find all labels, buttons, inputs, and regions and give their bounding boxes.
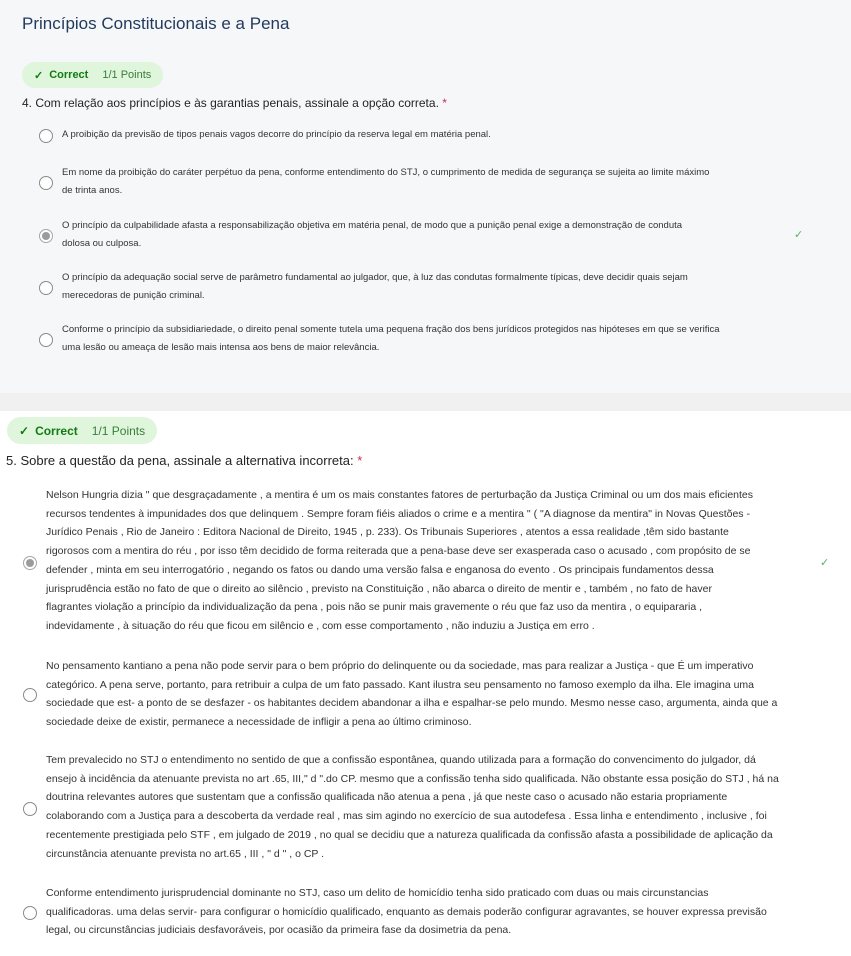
- option-text-line: de trinta anos.: [62, 185, 123, 196]
- option-text-line: Jurídico Penais , Rio de Janeiro : Editora Nacional de Direito, 1945 , p. 233). Os Tribunais Superiores , atentos a essa realidade ,têm sido bastante: [46, 526, 729, 539]
- required-mark: *: [357, 453, 363, 468]
- radio-button[interactable]: [39, 176, 53, 190]
- badge-points: 1/1 Points: [102, 69, 152, 81]
- correct-badge: [22, 62, 163, 88]
- option-a[interactable]: [0, 126, 851, 148]
- option-text-line: sociedade que est- a ponto de se desfazer - os habitantes decidem abandonar a ilha e espalhar-se pelo mundo. Mesmo nesse caso, argumenta, ainda que a: [46, 697, 778, 710]
- option-d[interactable]: [0, 884, 851, 944]
- option-text-line: ensejo à incidência da atenuante prevista no art .65, III," d ".do CP. mesmo que a confissão tenha sido qualificada. Não obstante essa posição do STJ , há na: [46, 772, 779, 785]
- option-text-line: merecedoras de punição criminal.: [62, 290, 205, 301]
- radio-button-selected[interactable]: [23, 556, 37, 570]
- option-text-line: recentemente prestigiada pelo STF , em julgado de 2019 , no qual se decidiu que a natureza qualificada da confissão afasta a possibilidade de aplicação da: [46, 828, 773, 841]
- option-text-line: jurisprudência estão no fato de que o direito ao silêncio , previsto na Constituição , não abarca o direito de mentir e , também , no fato de haver: [46, 582, 712, 595]
- question-text: [22, 96, 447, 110]
- badge-status: Correct: [35, 423, 78, 438]
- option-a[interactable]: [0, 486, 851, 641]
- option-text-line: dolosa ou culposa.: [62, 238, 142, 249]
- question-prompt: 4. Com relação aos princípios e às garantias penais, assinale a opção correta.: [22, 96, 439, 110]
- option-text-line: indevidamente , à situação do réu que ficou em silêncio e , com esse comportamento , não induziu a Justiça em erro .: [46, 619, 595, 632]
- option-text-line: A proibição da previsão de tipos penais vagos decorre do princípio da reserva legal em matéria penal.: [62, 129, 491, 140]
- option-text-line: Nelson Hungria dizia " que desgraçadamente , a mentira é um os mais constantes fatores de perturbação da Justiça Criminal ou um dos mais eficientes: [46, 489, 754, 501]
- option-text-line: colaborando com a Justiça para a descoberta da verdade real , mas sim agindo no exercício de sua autodefesa . Essa linha e entendimento , inclusive , foi: [46, 810, 767, 823]
- option-c[interactable]: [0, 751, 851, 866]
- option-c[interactable]: [0, 217, 851, 255]
- option-text-line: Tem prevalecido no STJ o entendimento no sentido de que a confissão espontânea, quando utilizada para a formação do convencimento do julgador, dá: [46, 754, 756, 766]
- check-icon: ✓: [34, 69, 44, 82]
- correct-badge: [7, 417, 157, 444]
- option-text-line: categórico. A pena serve, portanto, para retribuir a culpa de um fato passado. Kant ilustra seu pensamento no famoso exemplo da ilha. Ele imagina uma: [46, 678, 755, 691]
- option-e[interactable]: [0, 321, 851, 359]
- option-b[interactable]: [0, 657, 851, 735]
- correct-check-icon: ✓: [820, 557, 830, 569]
- option-text-line: rigorosos com a mentira do réu , por isso têm decidido de forma reiterada que a pena-base deve ser exasperada caso o acusado , com propósito de se: [46, 545, 751, 558]
- option-text-line: legal, ou circunstâncias judiciais desfavoráveis, por ocasião da primeira fase da dosimetria da pena.: [46, 924, 512, 937]
- option-d[interactable]: [0, 269, 851, 307]
- option-text-line: recursos tendentes à impunidades dos que delinquem . Sempre foram fiéis aliados o crime e a mentira " ( "A diagnose da mentira" in Novas Questões -: [46, 507, 750, 520]
- option-text-line: O princípio da adequação social serve de parâmetro fundamental ao julgador, que, à luz das condutas formalmente típicas, deve decidir quais sejam: [62, 272, 688, 283]
- option-text-line: defender , minta em seu interrogatório , negando os fatos ou dando uma versão falsa e enganosa do evento . Os principais fundamentos dessa: [46, 563, 714, 576]
- option-text-line: qualificadoras. uma delas servir- para configurar o homicídio qualificado, enquanto as demais poderão configurar agravantes, se houver expressa previsão: [46, 905, 767, 918]
- option-b[interactable]: [0, 164, 851, 202]
- option-text-line: No pensamento kantiano a pena não pode servir para o bem próprio do delinquente ou da sociedade, mas para realizar a Justiça - que É um imperativo: [46, 660, 754, 672]
- option-text-line: Conforme o princípio da subsidiariedade, o direito penal somente tutela uma pequena fração dos bens jurídicos protegidos nas hipóteses em que se verifica: [62, 324, 720, 335]
- radio-button[interactable]: [23, 802, 37, 816]
- option-text-line: circunstância atenuante prevista no art.65 , III , " d " , o CP .: [46, 847, 325, 860]
- badge-points: 1/1 Points: [91, 423, 146, 438]
- radio-button-selected[interactable]: [39, 229, 53, 243]
- option-text-line: O princípio da culpabilidade afasta a responsabilização objetiva em matéria penal, de modo que a punição penal exige a demonstração de conduta: [62, 220, 683, 231]
- radio-button[interactable]: [39, 281, 53, 295]
- option-text-line: flagrantes violação a princípio da individualização da pena , pois não se punir mais gravemente o réu que faz uso da mentira , o equipararia ,: [46, 601, 703, 614]
- option-text-line: sociedade deixe de existir, permanece a necessidade de infligir a pena ao último criminoso.: [46, 716, 472, 729]
- option-text-line: Conforme entendimento jurisprudencial dominante no STJ, caso um delito de homicídio tenha sido praticado com duas ou mais circunstancias: [46, 887, 709, 899]
- badge-status: Correct: [49, 69, 89, 81]
- radio-button[interactable]: [39, 333, 53, 347]
- question-prompt: 5. Sobre a questão da pena, assinale a alternativa incorreta:: [6, 453, 354, 468]
- check-icon: ✓: [19, 423, 30, 438]
- option-text-line: doutrina relevantes autores que sustentam que a confissão qualificada não atenua a pena , já que neste caso o acusado não estaria propriamente: [46, 791, 728, 804]
- option-text-line: uma lesão ou ameaça de lesão mais intensa aos bens de maior relevância.: [62, 342, 380, 353]
- option-text-line: Em nome da proibição do caráter perpétuo da pena, conforme entendimento do STJ, o cumprimento de medida de segurança se sujeita ao limite máximo: [62, 167, 710, 178]
- radio-button[interactable]: [23, 906, 37, 920]
- radio-button[interactable]: [39, 129, 53, 143]
- required-mark: *: [442, 96, 447, 110]
- correct-check-icon: ✓: [794, 229, 804, 241]
- card-separator: [0, 393, 851, 411]
- section-title: Princípios Constitucionais e a Pena: [22, 14, 290, 33]
- radio-button[interactable]: [23, 688, 37, 702]
- question-text: [6, 453, 362, 468]
